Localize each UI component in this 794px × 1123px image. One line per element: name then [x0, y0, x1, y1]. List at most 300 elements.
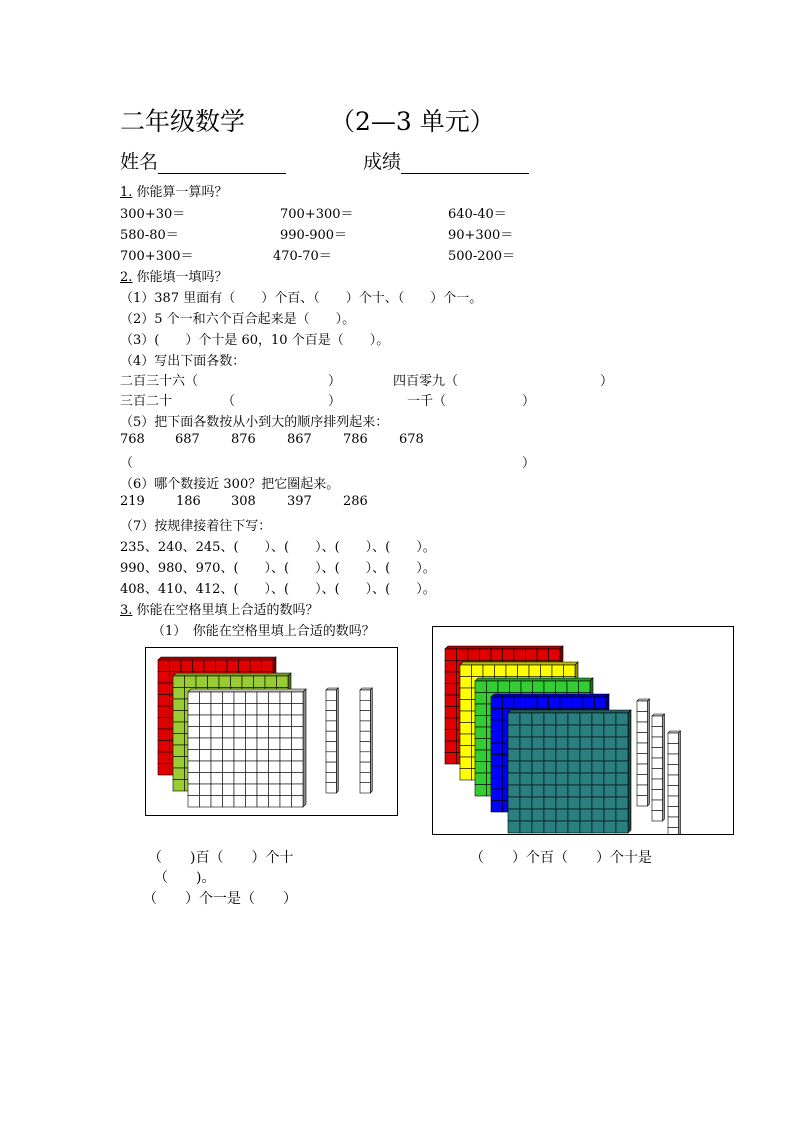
p7-sequence[interactable]: 235、240、245、( ）、( ）、( ）、( ）。	[120, 540, 436, 555]
hundred-flat-cell	[487, 681, 499, 693]
hundred-flat-cell	[280, 692, 292, 704]
ten-rod-cell	[668, 744, 679, 755]
hundred-flat-cell	[280, 750, 292, 762]
hundred-flat-cell	[158, 764, 170, 776]
q1-number: 1.	[120, 185, 133, 200]
hundred-flat-cell	[269, 796, 281, 808]
hundred-flat-cell	[532, 821, 544, 833]
hundred-flat-cell	[491, 720, 503, 732]
hundred-flat-cell	[616, 797, 628, 809]
hundred-flat-cell	[200, 715, 212, 727]
hundred-flat-cell	[257, 727, 269, 739]
hundred-flat-cell	[604, 725, 616, 737]
hundred-flat-cell	[556, 821, 568, 833]
p6-number[interactable]: 219	[120, 494, 145, 509]
q3-sub-1: （1） 你能在空格里填上合适的数吗？	[152, 624, 375, 639]
ten-rod-cell	[326, 783, 336, 793]
ten-rod-cell	[326, 721, 336, 731]
page-title: 二年级数学	[120, 107, 246, 136]
hundred-flat-cell	[223, 784, 235, 796]
hundred-flat-cell	[567, 681, 579, 693]
hundred-flat-cell	[280, 704, 292, 716]
ten-rod-cell	[637, 712, 648, 723]
hundred-flat-cell	[520, 797, 532, 809]
q1-item[interactable]: 90+300＝	[448, 228, 514, 243]
hundred-flat-cell	[580, 785, 592, 797]
hundred-flat-cell	[491, 778, 503, 790]
hundred-flat-cell	[211, 704, 223, 716]
hundred-flat-cell	[556, 749, 568, 761]
hundred-flat-cell	[529, 665, 541, 677]
hundred-flat-cell	[537, 697, 549, 709]
hundred-flat-cell	[604, 821, 616, 833]
ten-rod-cell	[326, 690, 336, 700]
hundred-flat-cell	[445, 741, 457, 753]
hundred-flat-cell	[188, 761, 200, 773]
hundred-flat-top	[460, 662, 578, 665]
hundred-flat-cell	[234, 704, 246, 716]
hundred-flat-cell	[580, 761, 592, 773]
hundred-flat-cell	[503, 697, 515, 709]
hundred-flat-cell	[196, 676, 208, 688]
blocks-svg-left	[146, 648, 397, 815]
hundred-flat-side	[628, 710, 631, 833]
hundred-flat-cell	[460, 746, 472, 758]
hundred-flat-cell	[223, 773, 235, 785]
hundred-flat-cell	[491, 801, 503, 813]
hundred-flat-cell	[200, 784, 212, 796]
q2-p4-item: 二百三十六（	[120, 374, 199, 389]
hundred-flat-cell	[508, 773, 520, 785]
hundred-flat-cell	[211, 784, 223, 796]
p5-number: 678	[399, 432, 424, 447]
hundred-flat-cell	[158, 729, 170, 741]
hundred-flat-cell	[211, 761, 223, 773]
hundred-flat-cell	[592, 737, 604, 749]
hundred-flat-cell	[200, 704, 212, 716]
hundred-flat-cell	[269, 773, 281, 785]
hundred-flat-cell	[277, 676, 289, 688]
hundred-flat-cell	[568, 821, 580, 833]
hundred-flat-cell	[508, 809, 520, 821]
ten-rod-cell	[326, 711, 336, 721]
hundred-flat-cell	[568, 725, 580, 737]
hundred-flat-cell	[223, 727, 235, 739]
hundred-flat-cell	[292, 750, 304, 762]
hundred-flat-cell	[280, 738, 292, 750]
ten-rod-cell	[652, 800, 663, 811]
hundred-flat-cell	[269, 738, 281, 750]
ten-rod-cell	[326, 772, 336, 782]
hundred-flat-cell	[234, 692, 246, 704]
hundred-flat-cell	[269, 715, 281, 727]
hundred-flat-cell	[445, 661, 457, 673]
hundred-flat-cell	[292, 784, 304, 796]
hundred-flat-cell	[445, 672, 457, 684]
hundred-flat-cell	[246, 692, 258, 704]
p6-number[interactable]: 186	[176, 494, 201, 509]
hundred-flat-cell	[173, 780, 185, 792]
q2-p4-paren: ）	[600, 374, 614, 389]
p5-number: 876	[231, 432, 256, 447]
hundred-flat-cell	[520, 773, 532, 785]
ten-rod-cell	[668, 807, 679, 818]
hundred-flat-cell	[188, 784, 200, 796]
hundred-flat-cell	[604, 713, 616, 725]
ten-rod-cell	[637, 775, 648, 786]
hundred-flat-cell	[257, 750, 269, 762]
hundred-flat-cell	[269, 704, 281, 716]
hundred-flat-cell	[475, 750, 487, 762]
ten-rod-cell	[326, 700, 336, 710]
hundred-flat-cell	[475, 681, 487, 693]
hundred-flat-cell	[604, 809, 616, 821]
hundred-flat-cell	[158, 706, 170, 718]
hundred-flat-cell	[231, 676, 243, 688]
hundred-flat-cell	[532, 737, 544, 749]
hundred-flat-cell	[173, 711, 185, 723]
hundred-flat-cell	[480, 649, 492, 661]
hundred-flat-cell	[223, 692, 235, 704]
hundred-flat-cell	[532, 749, 544, 761]
hundred-flat-cell	[188, 692, 200, 704]
hundred-flat-cell	[246, 715, 258, 727]
hundred-flat-cell	[211, 727, 223, 739]
p7-sequence[interactable]: 990、980、970、( ）、( ）、( ）、( ）。	[120, 561, 436, 576]
q2-part-4: （4）写出下面各数：	[120, 354, 246, 369]
hundred-flat-cell	[211, 750, 223, 762]
score-field[interactable]	[363, 147, 529, 174]
hundred-flat-cell	[173, 676, 185, 688]
hundred-flat-cell	[468, 649, 480, 661]
hundred-flat-cell	[257, 796, 269, 808]
hundred-flat-cell	[508, 725, 520, 737]
blocks-figure-left	[145, 647, 398, 816]
hundred-flat-cell	[616, 785, 628, 797]
q3-heading	[120, 599, 319, 618]
hundred-flat-cell	[556, 681, 568, 693]
hundred-flat-cell	[556, 785, 568, 797]
hundred-flat-cell	[568, 797, 580, 809]
q3-number: 3.	[120, 603, 133, 618]
hundred-flat-top	[188, 689, 306, 692]
hundred-flat-cell	[475, 739, 487, 751]
hundred-flat-cell	[292, 692, 304, 704]
hundred-flat-cell	[280, 715, 292, 727]
hundred-flat-cell	[537, 649, 549, 661]
hundred-flat-cell	[616, 809, 628, 821]
right-answer[interactable]: （ ）个百（ ）个十是	[470, 850, 652, 866]
p5-close-paren: ）	[522, 456, 536, 471]
q2-heading	[120, 266, 228, 285]
hundred-flat-cell	[173, 734, 185, 746]
hundred-flat-cell	[445, 730, 457, 742]
left-answer-2[interactable]: （ )。	[154, 870, 216, 886]
hundred-flat-cell	[223, 750, 235, 762]
hundred-flat-cell	[254, 676, 266, 688]
q1-heading	[120, 181, 228, 200]
ten-rod-cell	[637, 785, 648, 796]
hundred-flat-cell	[475, 716, 487, 728]
hundred-flat-cell	[532, 761, 544, 773]
hundred-flat-cell	[520, 749, 532, 761]
hundred-flat-cell	[280, 761, 292, 773]
hundred-flat-cell	[568, 809, 580, 821]
hundred-flat-cell	[292, 761, 304, 773]
hundred-flat-cell	[568, 749, 580, 761]
hundred-flat-cell	[200, 773, 212, 785]
ten-rod-cell	[652, 811, 663, 822]
q2-part-5: （5）把下面各数按从小到大的顺序排列起来：	[120, 415, 389, 430]
hundred-flat-cell	[234, 738, 246, 750]
hundred-flat-cell	[223, 761, 235, 773]
hundred-flat-cell	[280, 784, 292, 796]
ten-rod-cell	[668, 754, 679, 765]
hundred-flat-cell	[211, 796, 223, 808]
hundred-flat-cell	[541, 665, 553, 677]
hundred-flat-cell	[475, 773, 487, 785]
hundred-flat-cell	[280, 796, 292, 808]
hundred-flat-cell	[544, 785, 556, 797]
ten-rod-cell	[652, 790, 663, 801]
hundred-flat-cell	[556, 713, 568, 725]
hundred-flat-cell	[211, 738, 223, 750]
score-blank[interactable]	[401, 153, 529, 174]
name-field[interactable]	[120, 147, 286, 174]
q1-item[interactable]: 470-70＝	[273, 249, 332, 264]
hundred-flat-cell	[475, 785, 487, 797]
hundred-flat-cell	[491, 766, 503, 778]
q2-p4-item: 四百零九（	[393, 374, 459, 389]
ten-rod-cell	[326, 742, 336, 752]
q1-item[interactable]: 700+300＝	[120, 249, 194, 264]
hundred-flat-cell	[532, 713, 544, 725]
hundred-flat-cell	[556, 797, 568, 809]
hundred-flat-cell	[158, 672, 170, 684]
q1-item[interactable]: 990-900＝	[280, 228, 348, 243]
hundred-flat-cell	[181, 660, 193, 672]
hundred-flat-cell	[592, 773, 604, 785]
hundred-flat-cell	[532, 785, 544, 797]
ten-rod-cell	[637, 796, 648, 807]
hundred-flat-cell	[460, 734, 472, 746]
hundred-flat-cell	[583, 697, 595, 709]
q1-title: 你能算一算吗？	[136, 185, 228, 200]
hundred-flat-cell	[580, 749, 592, 761]
left-answer-3[interactable]: （ ）个一是（ ）	[143, 891, 297, 907]
hundred-flat-side	[303, 689, 306, 807]
ten-rod-cell	[637, 701, 648, 712]
p7-sequence[interactable]: 408、410、412、( ）、( ）、( ）、( ）。	[120, 582, 436, 597]
ten-rod-cell	[637, 733, 648, 744]
hundred-flat-cell	[158, 695, 170, 707]
hundred-flat-cell	[173, 745, 185, 757]
hundred-flat-cell	[188, 738, 200, 750]
hundred-flat-cell	[257, 738, 269, 750]
hundred-flat-cell	[580, 809, 592, 821]
hundred-flat-cell	[185, 676, 197, 688]
hundred-flat-cell	[508, 821, 520, 833]
hundred-flat-cell	[234, 796, 246, 808]
score-label: 成绩	[363, 151, 402, 173]
hundred-flat-cell	[560, 697, 572, 709]
hundred-flat-cell	[572, 697, 584, 709]
hundred-flat-cell	[188, 796, 200, 808]
p6-number[interactable]: 397	[287, 494, 312, 509]
hundred-flat-cell	[269, 750, 281, 762]
hundred-flat-cell	[173, 768, 185, 780]
ten-rod-cell	[360, 783, 370, 793]
hundred-flat-cell	[592, 761, 604, 773]
q2-p4-paren: ）	[328, 394, 342, 409]
hundred-flat-cell	[526, 697, 538, 709]
hundred-flat-cell	[246, 738, 258, 750]
hundred-flat-cell	[445, 649, 457, 661]
hundred-flat-cell	[564, 665, 576, 677]
hundred-flat-cell	[460, 665, 472, 677]
hundred-flat-cell	[158, 718, 170, 730]
hundred-flat-cell	[234, 784, 246, 796]
hundred-flat-cell	[257, 773, 269, 785]
ten-rod-cell	[652, 737, 663, 748]
hundred-flat-cell	[616, 821, 628, 833]
hundred-flat-cell	[216, 660, 228, 672]
hundred-flat-cell	[200, 796, 212, 808]
hundred-flat-cell	[246, 773, 258, 785]
hundred-flat-cell	[457, 649, 469, 661]
hundred-flat-cell	[460, 757, 472, 769]
hundred-flat-cell	[552, 665, 564, 677]
hundred-flat-cell	[200, 738, 212, 750]
hundred-flat-cell	[472, 665, 484, 677]
hundred-flat-cell	[445, 718, 457, 730]
hundred-flat-cell	[580, 773, 592, 785]
hundred-flat-cell	[616, 749, 628, 761]
hundred-flat-top	[173, 673, 291, 676]
hundred-flat-cell	[234, 750, 246, 762]
hundred-flat-cell	[491, 743, 503, 755]
name-blank[interactable]	[158, 153, 286, 174]
hundred-flat-cell	[508, 761, 520, 773]
ten-rod-cell	[326, 731, 336, 741]
hundred-flat-cell	[568, 761, 580, 773]
hundred-flat-cell	[544, 681, 556, 693]
p5-number: 768	[120, 432, 145, 447]
ten-rod-cell	[360, 772, 370, 782]
hundred-flat-cell	[556, 773, 568, 785]
p6-number[interactable]: 308	[231, 494, 256, 509]
hundred-flat-cell	[483, 665, 495, 677]
hundred-flat-cell	[460, 769, 472, 781]
hundred-flat-cell	[475, 762, 487, 774]
q2-part-3[interactable]: （3）( ）个十是 60，10 个百是（ ）。	[120, 333, 390, 348]
hundred-flat-cell	[491, 649, 503, 661]
hundred-flat-cell	[208, 676, 220, 688]
hundred-flat-cell	[568, 737, 580, 749]
hundred-flat-cell	[592, 821, 604, 833]
hundred-flat-cell	[521, 681, 533, 693]
hundred-flat-cell	[616, 773, 628, 785]
left-answer[interactable]: （ )百（ ）个十	[148, 850, 294, 866]
ten-rod-cell	[360, 731, 370, 741]
q2-part-1[interactable]: （1）387 里面有（ ）个百、（ ）个十、（ ）个一。	[120, 291, 483, 306]
unit-range: （2—3 单元）	[330, 107, 495, 136]
hundred-flat-cell	[460, 723, 472, 735]
ten-rod-cell	[637, 743, 648, 754]
hundred-flat-cell	[475, 693, 487, 705]
hundred-flat-cell	[475, 727, 487, 739]
hundred-flat-cell	[556, 809, 568, 821]
hundred-flat-cell	[508, 749, 520, 761]
hundred-flat-cell	[604, 797, 616, 809]
blocks-svg-right	[433, 627, 733, 834]
q1-item[interactable]: 580-80＝	[120, 228, 179, 243]
hundred-flat-cell	[526, 649, 538, 661]
hundred-flat-cell	[568, 713, 580, 725]
ten-rod-cell	[652, 748, 663, 759]
hundred-flat-cell	[170, 660, 182, 672]
hundred-flat-cell	[592, 725, 604, 737]
p6-number[interactable]: 286	[343, 494, 368, 509]
hundred-flat-cell	[188, 704, 200, 716]
hundred-flat-cell	[158, 741, 170, 753]
q1-item[interactable]: 700+300＝	[280, 207, 354, 222]
hundred-flat-cell	[520, 785, 532, 797]
hundred-flat-cell	[234, 773, 246, 785]
hundred-flat-cell	[158, 752, 170, 764]
q3-title: 你能在空格里填上合适的数吗？	[136, 603, 319, 618]
hundred-flat-cell	[508, 797, 520, 809]
hundred-flat-cell	[445, 707, 457, 719]
hundred-flat-cell	[544, 725, 556, 737]
ten-rod-cell	[637, 754, 648, 765]
hundred-flat-cell	[204, 660, 216, 672]
hundred-flat-cell	[491, 709, 503, 721]
hundred-flat-cell	[532, 773, 544, 785]
hundred-flat-cell	[193, 660, 205, 672]
hundred-flat-cell	[292, 738, 304, 750]
hundred-flat-cell	[246, 796, 258, 808]
hundred-flat-cell	[491, 789, 503, 801]
hundred-flat-cell	[223, 704, 235, 716]
q1-item[interactable]: 300+30＝	[120, 207, 186, 222]
p5-open-paren[interactable]: （	[120, 456, 134, 471]
q2-part-2[interactable]: （2）5 个一和六个百合起来是（ ）。	[120, 312, 356, 327]
hundred-flat-cell	[188, 715, 200, 727]
hundred-flat-cell	[211, 692, 223, 704]
hundred-flat-cell	[520, 737, 532, 749]
hundred-flat-cell	[616, 713, 628, 725]
hundred-flat-cell	[491, 755, 503, 767]
q2-part-7: （7）按规律接着往下写：	[120, 519, 272, 534]
q1-item[interactable]: 500-200＝	[448, 249, 516, 264]
ten-rod-cell	[360, 690, 370, 700]
q1-item[interactable]: 640-40＝	[448, 207, 507, 222]
hundred-flat-cell	[445, 684, 457, 696]
hundred-flat-cell	[173, 688, 185, 700]
p5-number: 867	[287, 432, 312, 447]
q2-p4-paren: （	[222, 394, 236, 409]
hundred-flat-cell	[520, 713, 532, 725]
hundred-flat-cell	[568, 773, 580, 785]
ten-rod-cell	[360, 762, 370, 772]
hundred-flat-cell	[544, 773, 556, 785]
ten-rod-cell	[668, 775, 679, 786]
hundred-flat-cell	[227, 660, 239, 672]
ten-rod-cell	[360, 742, 370, 752]
hundred-flat-cell	[556, 737, 568, 749]
hundred-flat-cell	[239, 660, 251, 672]
